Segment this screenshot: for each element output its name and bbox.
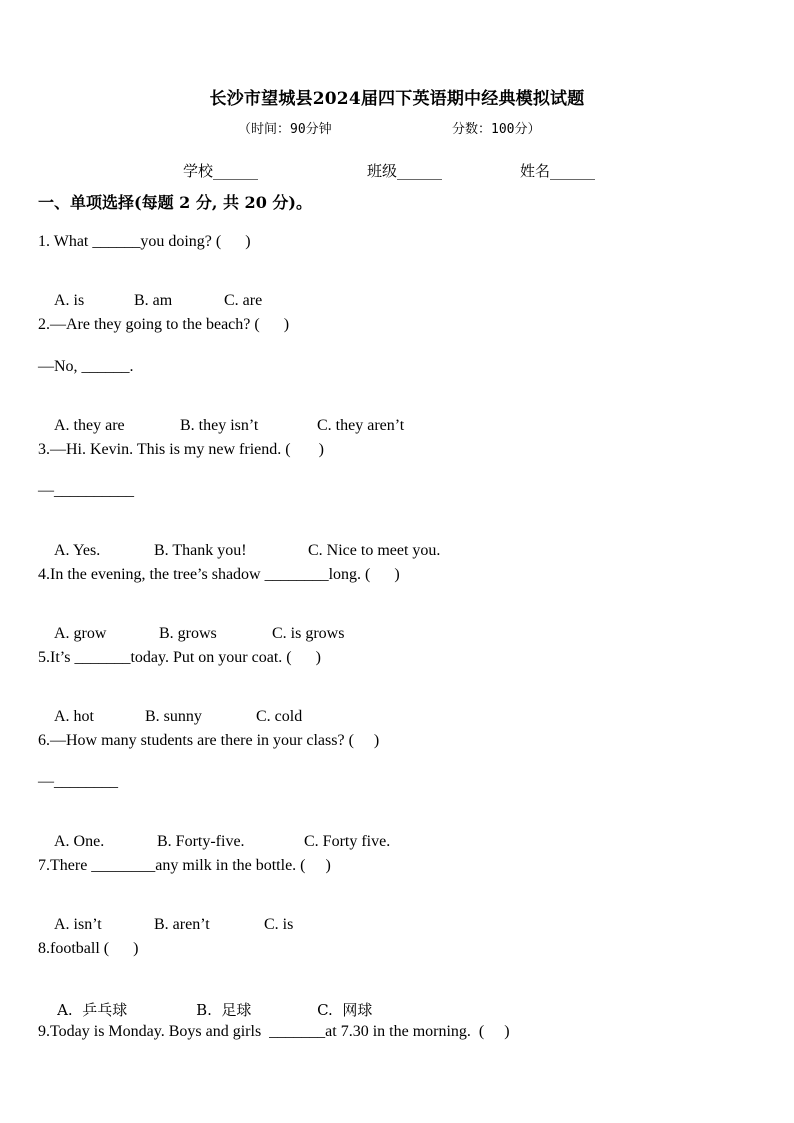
question-4-stem: 4.In the evening, the tree’s shadow ________long. ( ) (38, 566, 400, 583)
option-c: C. 网球 (317, 1001, 373, 1019)
question-2-stem: 2.—Are they going to the beach? ( ) (38, 316, 290, 333)
option-a: A. grow (54, 625, 107, 642)
option-a: A. 乒乓球 (57, 1001, 128, 1019)
question-1-stem: 1. What ______you doing? ( ) (38, 233, 251, 250)
question-3-stem: 3.—Hi. Kevin. This is my new friend. ( ) (38, 441, 324, 458)
option-b: B. grows (159, 625, 217, 642)
question-5-stem: 5.It’s _______today. Put on your coat. ( ) (38, 649, 321, 666)
option-a: A. hot (54, 708, 94, 725)
option-b: B. Thank you! (154, 542, 247, 559)
option-b: B. sunny (145, 708, 202, 725)
option-a: A. is (54, 292, 85, 309)
exam-time: （时间：90分钟 (238, 122, 332, 137)
school-field: 学校______ (183, 162, 259, 180)
option-c: C. Nice to meet you. (308, 542, 441, 559)
name-field: 姓名______ (520, 162, 596, 180)
question-3-answer-line: —__________ (38, 482, 134, 499)
option-c: C. Forty five. (304, 833, 391, 850)
question-7-stem: 7.There ________any milk in the bottle. ( ) (38, 857, 331, 874)
option-a: A. One. (54, 833, 105, 850)
option-a: A. they are (54, 417, 125, 434)
option-c: C. cold (256, 708, 303, 725)
question-9-stem: 9.Today is Monday. Boys and girls _______at 7.30 in the morning. ( ) (38, 1023, 510, 1040)
question-6-stem: 6.—How many students are there in your class? ( ) (38, 732, 380, 749)
question-2-answer-line: —No, ______. (38, 358, 134, 375)
option-a: A. isn’t (54, 916, 102, 933)
option-b: B. am (134, 292, 173, 309)
option-b: B. Forty-five. (157, 833, 245, 850)
option-c: C. is grows (272, 625, 345, 642)
question-8-stem: 8.football ( ) (38, 940, 139, 957)
section-heading: 一、单项选择(每题 2 分, 共 20 分)。 (38, 193, 312, 212)
option-b: B. aren’t (154, 916, 210, 933)
option-b: B. they isn’t (180, 417, 259, 434)
exam-score: 分数：100分） (452, 122, 541, 137)
option-c: C. they aren’t (317, 417, 405, 434)
exam-title: 长沙市望城县2024届四下英语期中经典模拟试题 (209, 89, 585, 109)
question-6-answer-line: —________ (38, 773, 118, 790)
option-b: B. 足球 (196, 1001, 252, 1019)
class-field: 班级______ (367, 162, 443, 180)
option-c: C. are (224, 292, 263, 309)
option-c: C. is (264, 916, 294, 933)
option-a: A. Yes. (54, 542, 101, 559)
